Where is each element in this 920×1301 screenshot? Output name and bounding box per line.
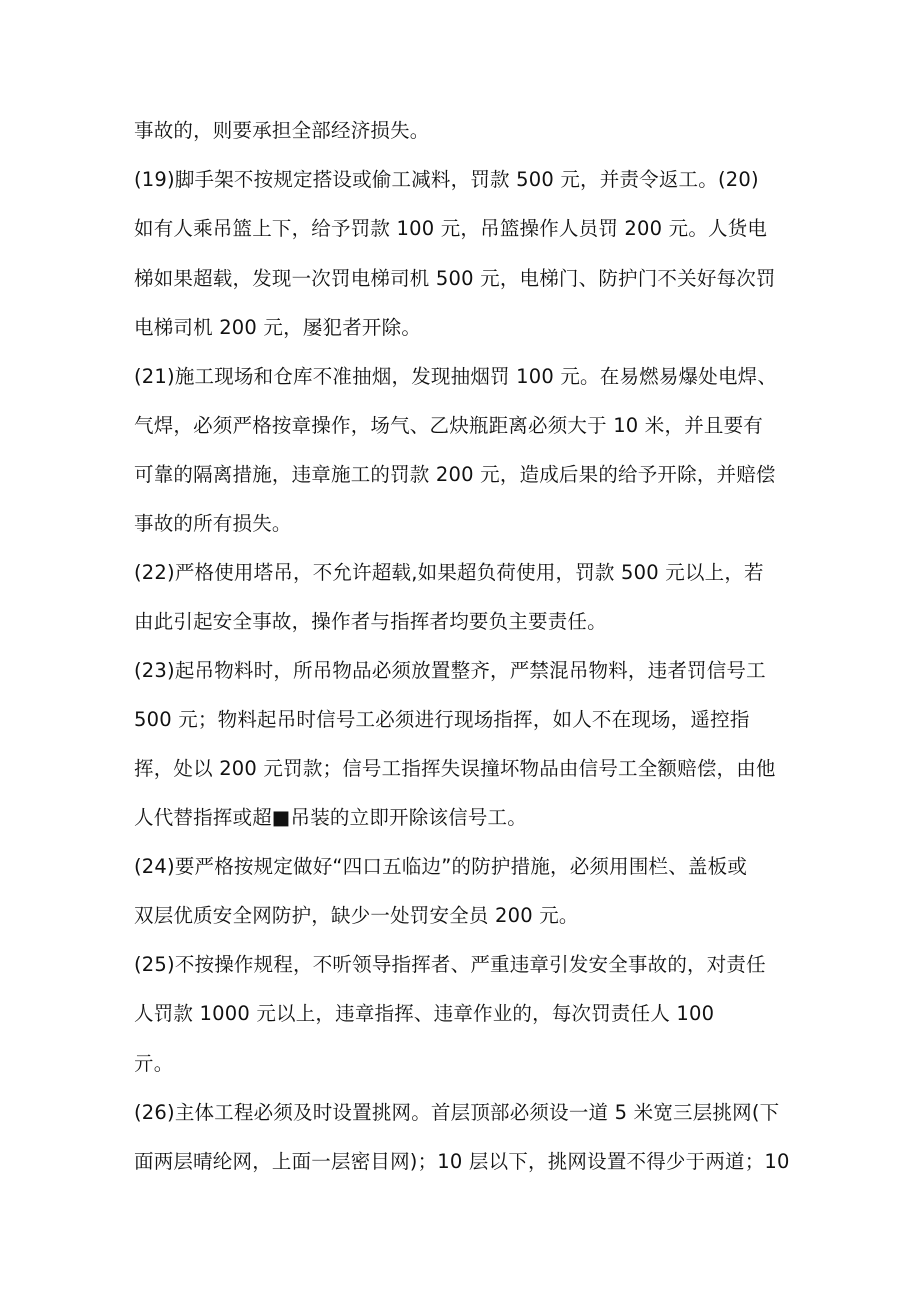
text-line: 气焊，必须严格按章操作，场气、乙炔瓶距离必须大于 10 米，并且要有 <box>134 414 764 437</box>
text-line: 可靠的隔离措施，违章施工的罚款 200 元，造成后果的给予开除，并赔偿 <box>134 463 776 486</box>
text-line: 电梯司机 200 元，屡犯者开除。 <box>134 316 422 339</box>
text-line: 双层优质安全网防护，缺少一处罚安全员 200 元。 <box>134 904 579 927</box>
text-line: 500 元；物料起吊时信号工必须进行现场指挥，如人不在现场，遥控指 <box>134 708 750 731</box>
text-line: (23)起吊物料时，所吊物品必须放置整齐，严禁混吊物料，违者罚信号工 <box>134 659 766 682</box>
text-line: 事故的，则要承担全部经济损失。 <box>134 119 430 142</box>
text-line: 挥，处以 200 元罚款；信号工指挥失误撞坏物品由信号工全额赔偿，由他 <box>134 757 776 780</box>
text-line: (24)要严格按规定做好“四口五临边”的防护措施，必须用围栏、盖板或 <box>134 855 748 878</box>
text-line: 人代替指挥或超■吊装的立即开除该信号工。 <box>134 806 527 829</box>
text-line: (25)不按操作规程，不听领导指挥者、严重违章引发安全事故的，对责任 <box>134 953 766 976</box>
text-line: (21)施工现场和仓库不准抽烟，发现抽烟罚 100 元。在易燃易爆处电焊、 <box>134 365 778 388</box>
text-line: (19)脚手架不按规定搭设或偷工减料，罚款 500 元，并责令返工。(20) <box>134 168 759 191</box>
text-line: 由此引起安全事故，操作者与指挥者均要负主要责任。 <box>134 610 607 633</box>
text-line: 人罚款 1000 元以上，违章指挥、违章作业的，每次罚责任人 100 <box>134 1002 715 1025</box>
text-line: 如有人乘吊篮上下，给予罚款 100 元，吊篮操作人员罚 200 元。人货电 <box>134 217 768 240</box>
text-line: 面两层晴纶网，上面一层密目网)；10 层以下，挑网设置不得少于两道；10 <box>134 1150 790 1173</box>
text-line: (22)严格使用塔吊，不允许超载,如果超负荷使用，罚款 500 元以上，若 <box>134 561 764 584</box>
text-line: (26)主体工程必须及时设置挑网。首层顶部必须设一道 5 米宽三层挑网(下 <box>134 1101 780 1124</box>
text-line: 亓。 <box>134 1052 174 1075</box>
text-line: 梯如果超载，发现一次罚电梯司机 500 元，电梯门、防护门不关好每次罚 <box>134 267 776 290</box>
text-line: 事故的所有损失。 <box>134 512 292 535</box>
